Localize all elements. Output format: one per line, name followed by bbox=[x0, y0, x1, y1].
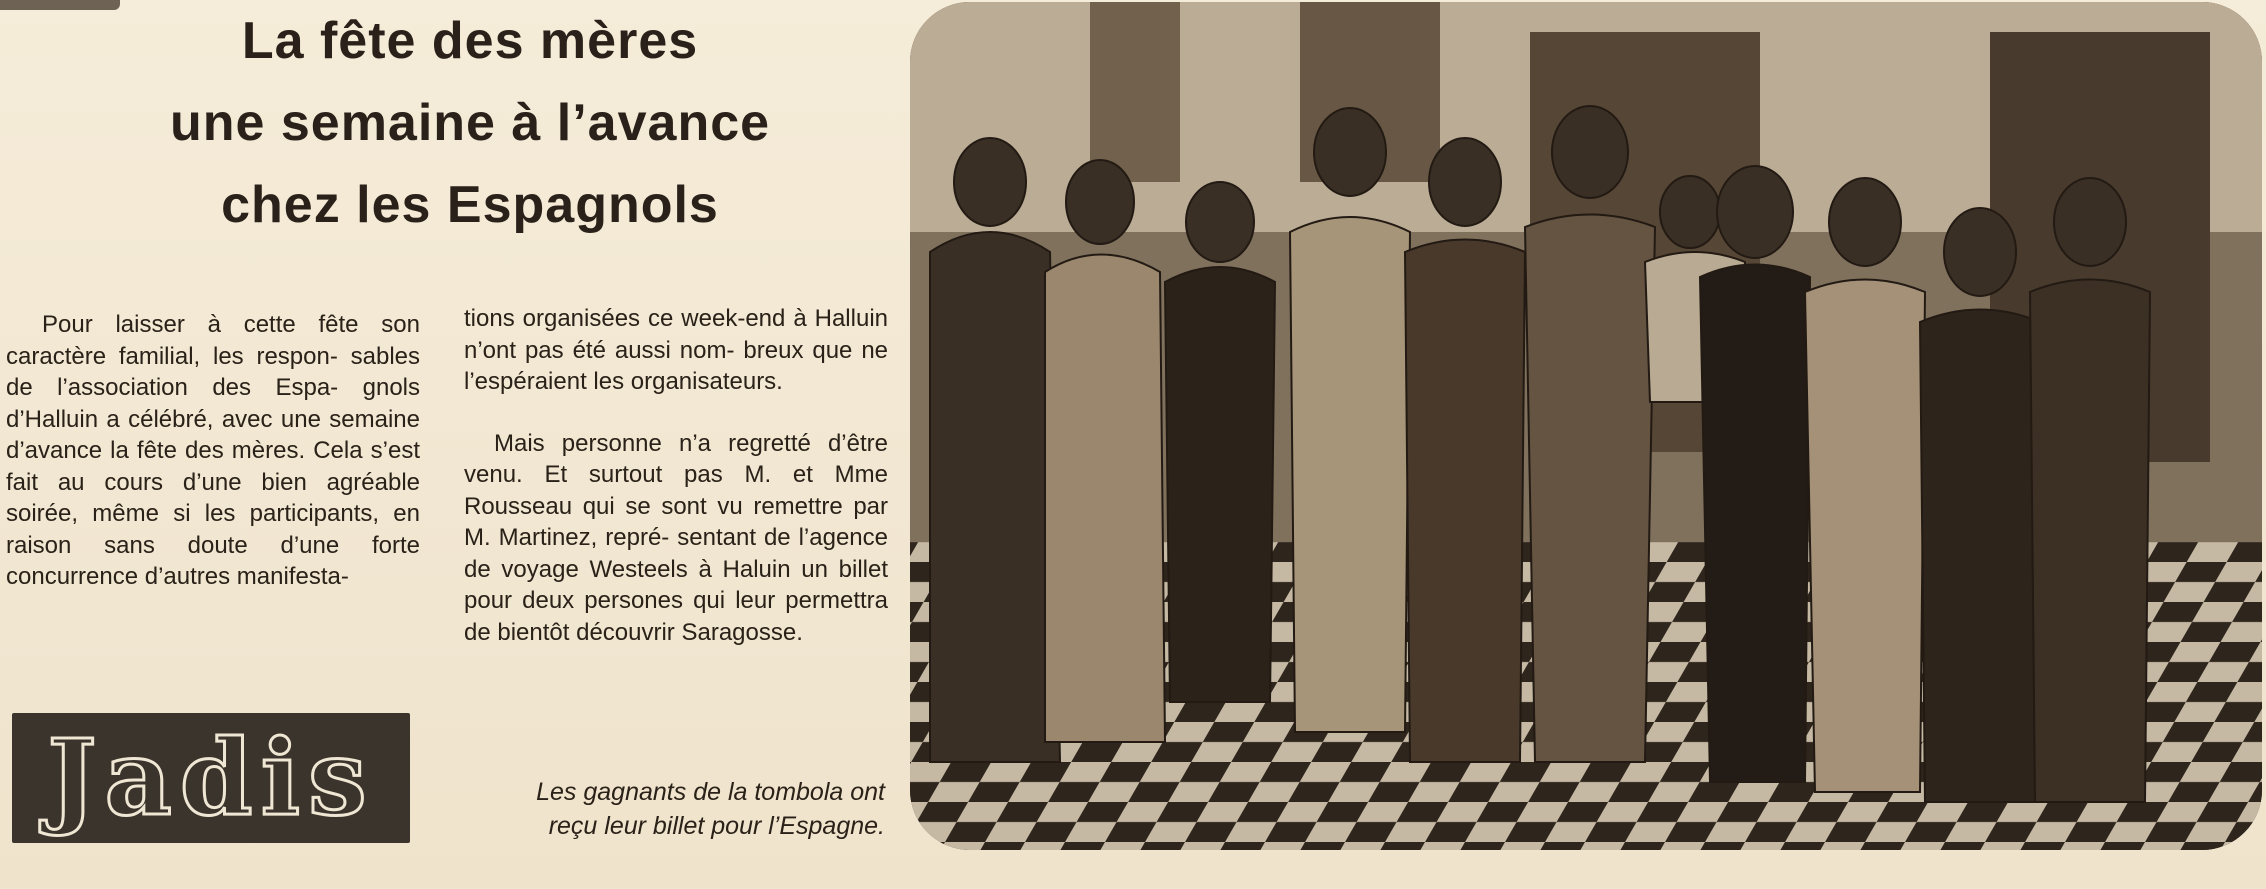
caption-line: Les gagnants de la tombola ont bbox=[536, 778, 885, 806]
caption-line: reçu leur billet pour l’Espagne. bbox=[548, 812, 885, 840]
article-paragraph bbox=[464, 428, 888, 649]
text-line: sables de l’association des Espa- bbox=[6, 342, 420, 401]
text-line: deux persones qui leur permettra bbox=[522, 587, 888, 614]
text-line: d’être venu. Et surtout pas M. et bbox=[464, 429, 888, 488]
text-line: Westeels à Haluin un billet pour bbox=[464, 555, 888, 614]
article-paragraph bbox=[464, 303, 888, 398]
group-photo bbox=[910, 2, 2262, 850]
logo-text: Jadis bbox=[47, 716, 375, 839]
text-line: remettre par M. Martinez, repré- bbox=[464, 492, 889, 551]
headline-line: La fête des mères bbox=[241, 12, 699, 70]
text-line: gnols d’Halluin a célébré, avec bbox=[6, 374, 420, 433]
photo-caption bbox=[455, 775, 885, 843]
text-line: Mme Rousseau qui se sont vu bbox=[464, 461, 889, 520]
group-photo-illustration bbox=[910, 2, 2262, 850]
text-line: tions organisées ce week-end à bbox=[464, 305, 807, 332]
text-line: sentant de l’agence de voyage bbox=[464, 524, 889, 583]
headline-line: une semaine à l’avance bbox=[169, 94, 771, 152]
text-line: de bientôt découvrir Saragosse. bbox=[464, 618, 803, 646]
jadis-logo bbox=[12, 713, 410, 843]
article-paragraph bbox=[6, 309, 420, 593]
text-line: breux que ne l’espéraient les bbox=[464, 336, 889, 395]
text-line: même si les participants, en bbox=[92, 500, 420, 527]
text-line: concurrence d’autres manifesta- bbox=[6, 563, 349, 590]
text-line: Mais personne n’a regretté bbox=[494, 429, 811, 457]
article-column-2 bbox=[464, 303, 888, 648]
article-headline bbox=[60, 0, 880, 246]
text-line: raison sans doute d’une forte bbox=[6, 531, 420, 559]
text-line: une semaine d’avance la fête des bbox=[6, 405, 420, 464]
text-line: mères. Cela s’est fait au cours bbox=[6, 437, 421, 496]
article-column-1 bbox=[6, 309, 420, 593]
text-line: organisateurs. bbox=[630, 368, 783, 395]
text-line: d’une bien agréable soirée, bbox=[6, 468, 421, 527]
text-line: Pour laisser à cette fête son bbox=[42, 311, 420, 338]
headline-line: chez les Espagnols bbox=[221, 176, 719, 234]
text-line: caractère familial, les respon- bbox=[6, 342, 338, 370]
text-line: Halluin n’ont pas été aussi nom- bbox=[464, 305, 888, 364]
